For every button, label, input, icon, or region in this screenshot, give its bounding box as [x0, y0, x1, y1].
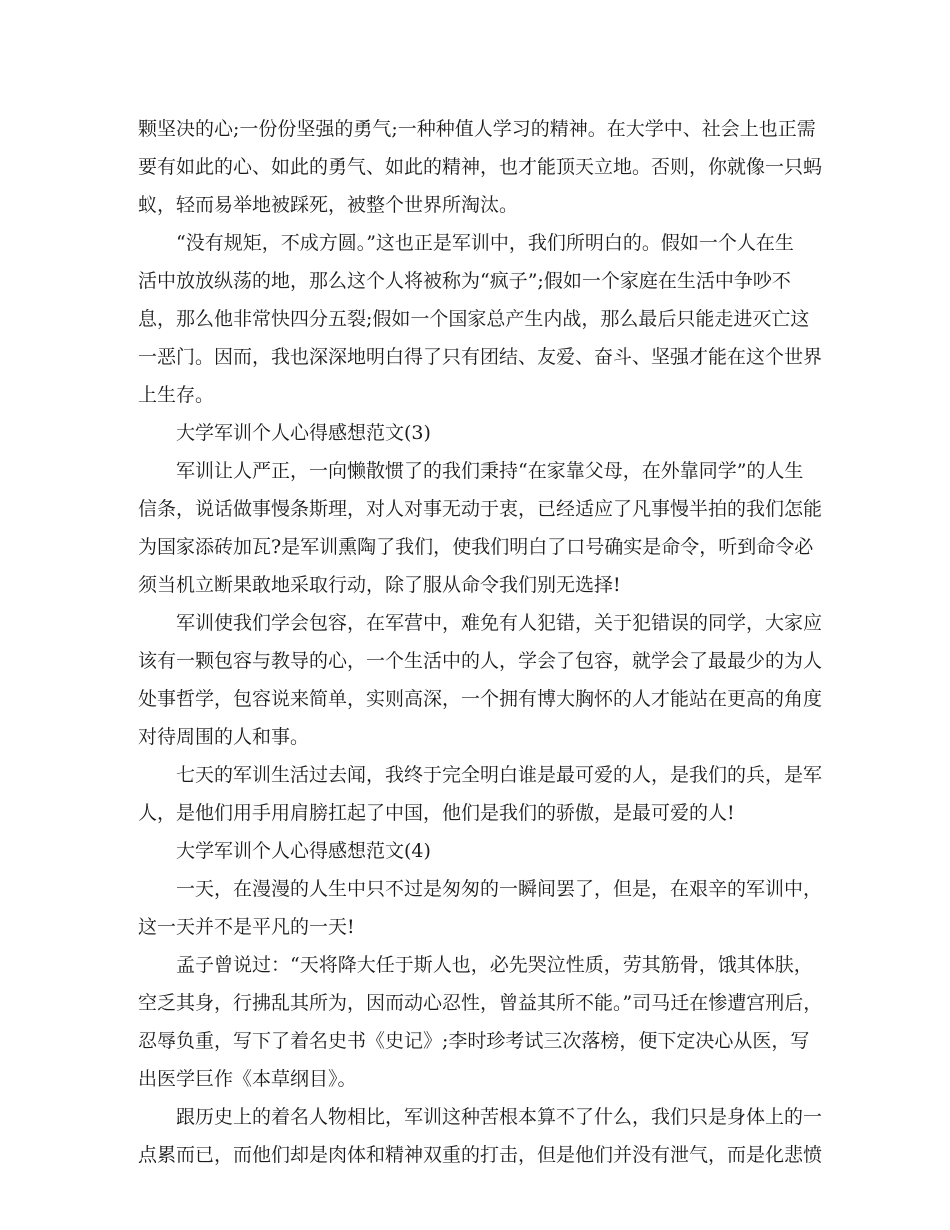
- text-line: 人，是他们用手用肩膀扛起了中国，他们是我们的骄傲，是最可爱的人!: [138, 802, 735, 824]
- text-line: 空乏其身，行拂乱其所为，因而动心忍性，曾益其所不能。”司马迁在惨遭宫刑后，: [138, 992, 823, 1014]
- text-line: 该有一颗包容与教导的心，一个生活中的人，学会了包容，就学会了最最少的为人: [138, 650, 823, 672]
- section-heading: 大学军训个人心得感想范文(3): [176, 422, 431, 444]
- text-line: 一恶门。因而，我也深深地明白得了只有团结、友爱、奋斗、坚强才能在这个世界: [138, 346, 823, 368]
- text-line: 处事哲学，包容说来简单，实则高深，一个拥有博大胸怀的人才能站在更高的角度: [138, 688, 823, 710]
- text-line: 军训使我们学会包容，在军营中，难免有人犯错，关于犯错误的同学，大家应: [176, 612, 823, 634]
- text-line: 活中放放纵荡的地，那么这个人将被称为“疯子”;假如一个家庭在生活中争吵不: [138, 270, 791, 292]
- text-line: 军训让人严正，一向懒散惯了的我们秉持“在家靠父母，在外靠同学”的人生: [176, 460, 804, 482]
- text-line: 信条，说话做事慢条斯理，对人对事无动于衷，已经适应了凡事慢半拍的我们怎能: [138, 498, 823, 520]
- text-line: 蚁，轻而易举地被踩死，被整个世界所淘汰。: [138, 194, 519, 216]
- text-line: 上生存。: [138, 384, 215, 406]
- text-line: 息，那么他非常快四分五裂;假如一个国家总产生内战，那么最后只能走进灭亡这: [138, 308, 810, 330]
- text-line: “没有规矩，不成方圆。”这也正是军训中，我们所明白的。假如一个人在生: [176, 232, 794, 254]
- text-line: 孟子曾说过：“天将降大任于斯人也，必先哭泣性质，劳其筋骨，饿其体肤，: [176, 954, 813, 976]
- text-line: 点累而已，而他们却是肉体和精神双重的打击，但是他们并没有泄气，而是化悲愤: [138, 1144, 823, 1166]
- text-line: 忍辱负重，写下了着名史书《史记》;李时珍考试三次落榜，便下定决心从医，写: [138, 1030, 810, 1052]
- text-line: 七天的军训生活过去闻，我终于完全明白谁是最可爱的人，是我们的兵，是军: [176, 764, 823, 786]
- text-line: 出医学巨作《本草纲目》。: [138, 1068, 357, 1090]
- text-line: 这一天并不是平凡的一天!: [138, 916, 355, 938]
- text-line: 要有如此的心、如此的勇气、如此的精神，也才能顶天立地。否则，你就像一只蚂: [138, 156, 823, 178]
- text-line: 为国家添砖加瓦?是军训熏陶了我们，使我们明白了口号确实是命令，听到命令必: [138, 536, 814, 558]
- text-line: 须当机立断果敢地采取行动，除了服从命令我们别无选择!: [138, 574, 621, 596]
- text-line: 对待周围的人和事。: [138, 726, 310, 748]
- section-heading: 大学军训个人心得感想范文(4): [176, 840, 431, 862]
- text-line: 跟历史上的着名人物相比，军训这种苦根本算不了什么，我们只是身体上的一: [176, 1106, 823, 1128]
- text-line: 一天，在漫漫的人生中只不过是匆匆的一瞬间罢了，但是，在艰辛的军训中，: [176, 878, 823, 900]
- text-line: 颗坚决的心;一份份坚强的勇气;一种种值人学习的精神。在大学中、社会上也正需: [138, 118, 816, 140]
